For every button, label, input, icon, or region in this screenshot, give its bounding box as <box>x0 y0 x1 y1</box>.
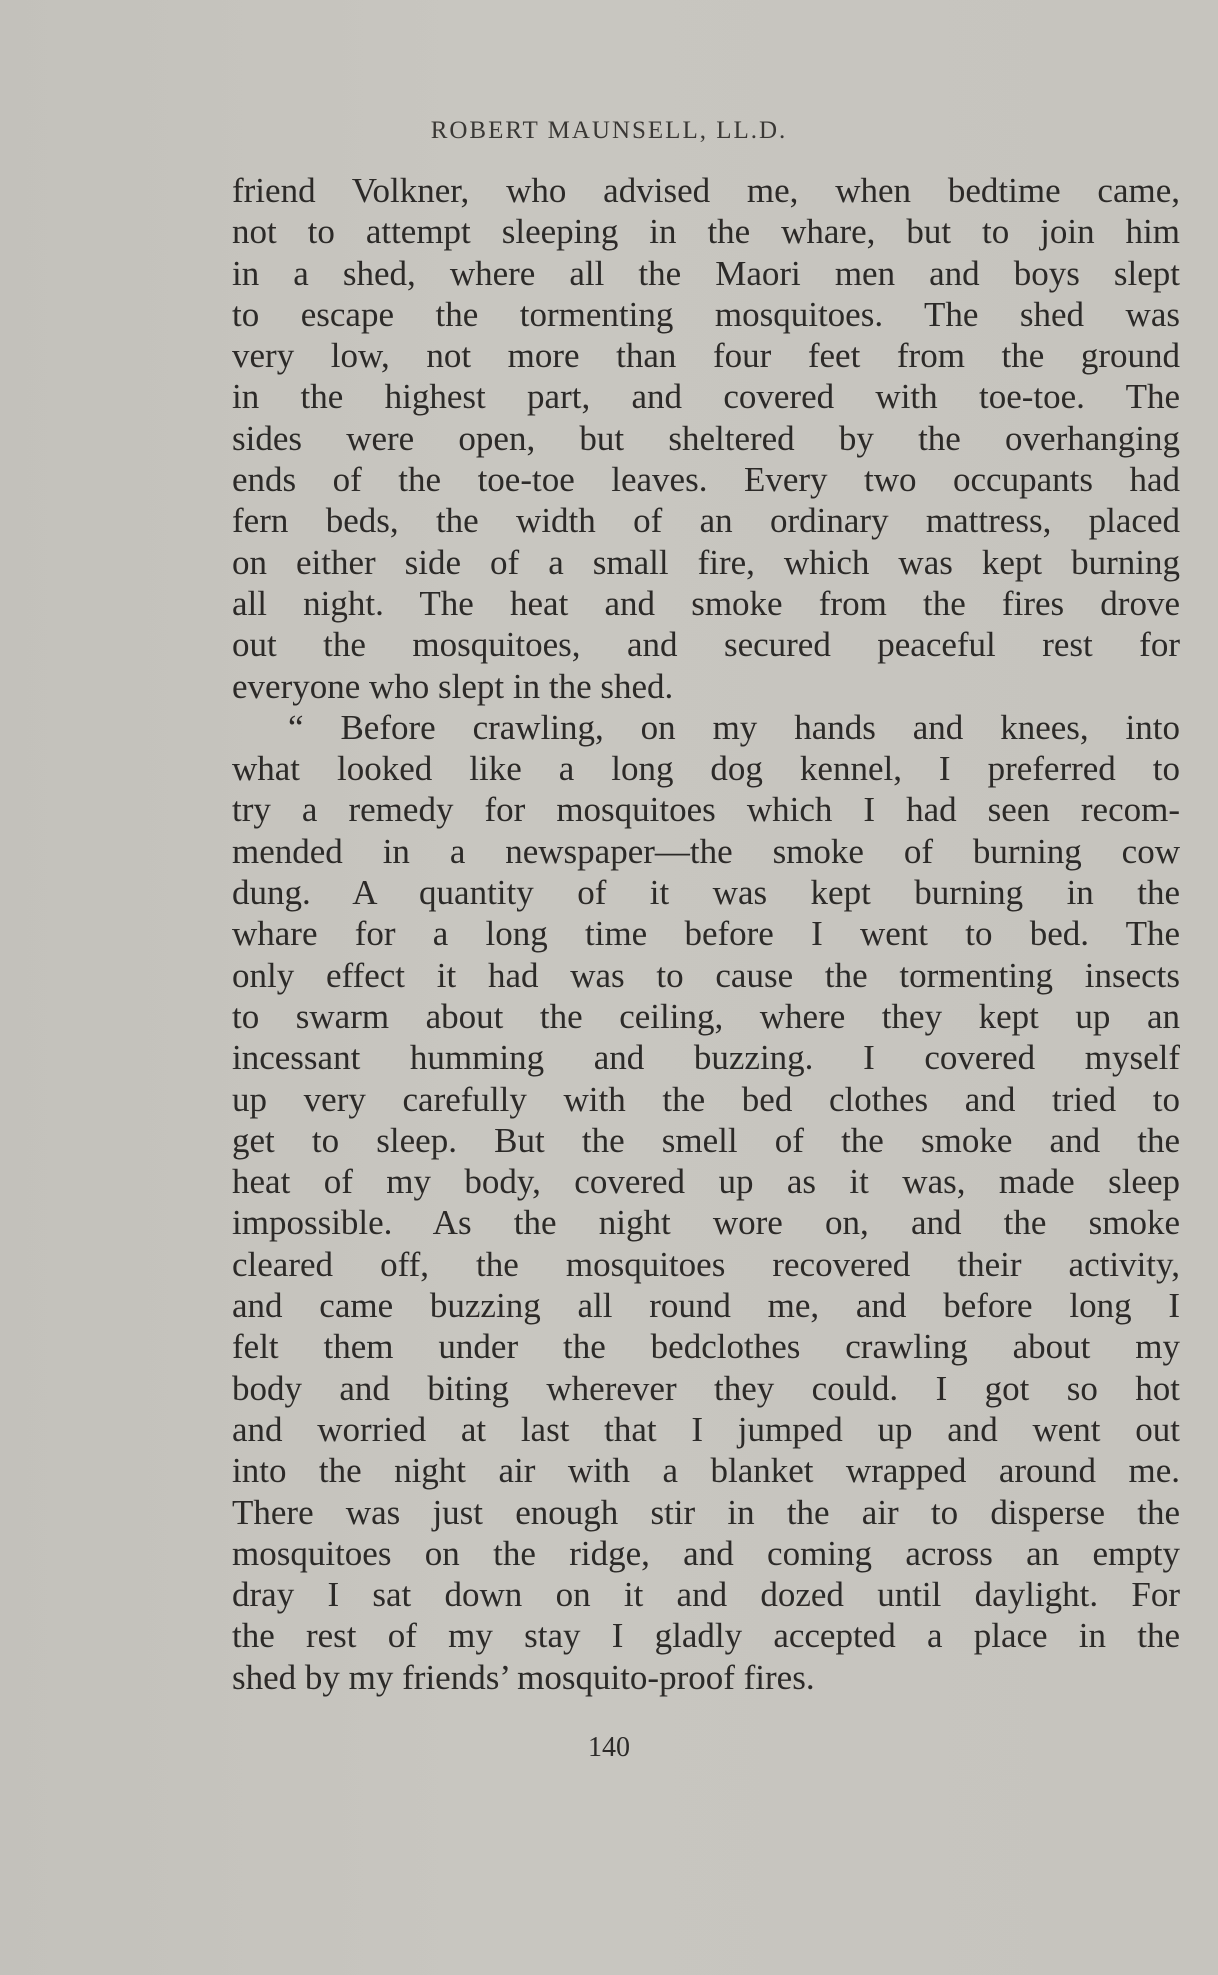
text-line: what looked like a long dog kennel, I preferred to <box>232 749 1180 789</box>
text-line: mosquitoes on the ridge, and coming across an empty <box>232 1533 1180 1573</box>
text-line: try a remedy for mosquitoes which I had seen recom- <box>232 790 1180 830</box>
text-line: ends of the toe-toe leaves. Every two occupants had <box>232 460 1180 500</box>
text-line: whare for a long time before I went to bed. The <box>232 914 1180 954</box>
text-line-paragraph-end: shed by my friends’ mosquito-proof fires. <box>232 1657 815 1697</box>
text-line: body and biting wherever they could. I got so hot <box>232 1368 1180 1408</box>
text-line: felt them under the bedclothes crawling about my <box>232 1327 1180 1367</box>
body-text <box>232 170 1180 1698</box>
text-line: to escape the tormenting mosquitoes. The shed was <box>232 294 1180 334</box>
text-line: and worried at last that I jumped up and went out <box>232 1409 1180 1449</box>
text-line-paragraph-start: “ Before crawling, on my hands and knees, into <box>288 707 1180 747</box>
text-line: all night. The heat and smoke from the fires drove <box>232 583 1180 623</box>
text-line: heat of my body, covered up as it was, made sleep <box>232 1162 1180 1202</box>
text-line: in a shed, where all the Maori men and boys slept <box>232 253 1180 293</box>
text-line: up very carefully with the bed clothes and tried to <box>232 1079 1180 1119</box>
text-line: only effect it had was to cause the tormenting insects <box>232 955 1180 995</box>
text-line: to swarm about the ceiling, where they kept up an <box>232 996 1180 1036</box>
text-line: and came buzzing all round me, and before long I <box>232 1286 1180 1326</box>
text-line: cleared off, the mosquitoes recovered their activity, <box>232 1244 1180 1284</box>
text-line: There was just enough stir in the air to disperse the <box>232 1492 1180 1532</box>
text-line: on either side of a small fire, which was kept burning <box>232 542 1180 582</box>
text-line: the rest of my stay I gladly accepted a place in the <box>232 1616 1180 1656</box>
text-line: incessant humming and buzzing. I covered myself <box>232 1038 1180 1078</box>
page-number: 140 <box>588 1732 630 1763</box>
text-line: very low, not more than four feet from the ground <box>232 336 1180 376</box>
text-line: into the night air with a blanket wrapped around me. <box>232 1451 1180 1491</box>
text-line: impossible. As the night wore on, and the smoke <box>232 1203 1180 1243</box>
text-line: get to sleep. But the smell of the smoke and the <box>232 1120 1180 1160</box>
text-line: sides were open, but sheltered by the overhanging <box>232 418 1180 458</box>
text-line: out the mosquitoes, and secured peaceful rest for <box>232 625 1180 665</box>
text-line: friend Volkner, who advised me, when bedtime came, <box>232 171 1180 210</box>
text-line: mended in a newspaper—the smoke of burning cow <box>232 831 1180 871</box>
text-line-paragraph-end: everyone who slept in the shed. <box>232 666 674 706</box>
text-line: dung. A quantity of it was kept burning in the <box>232 873 1180 913</box>
running-head: ROBERT MAUNSELL, LL.D. <box>430 117 788 144</box>
text-line: in the highest part, and covered with toe-toe. The <box>232 377 1180 417</box>
text-line: dray I sat down on it and dozed until daylight. For <box>232 1575 1180 1615</box>
text-line: not to attempt sleeping in the whare, but to join him <box>232 212 1180 252</box>
text-line: fern beds, the width of an ordinary mattress, placed <box>232 501 1180 541</box>
